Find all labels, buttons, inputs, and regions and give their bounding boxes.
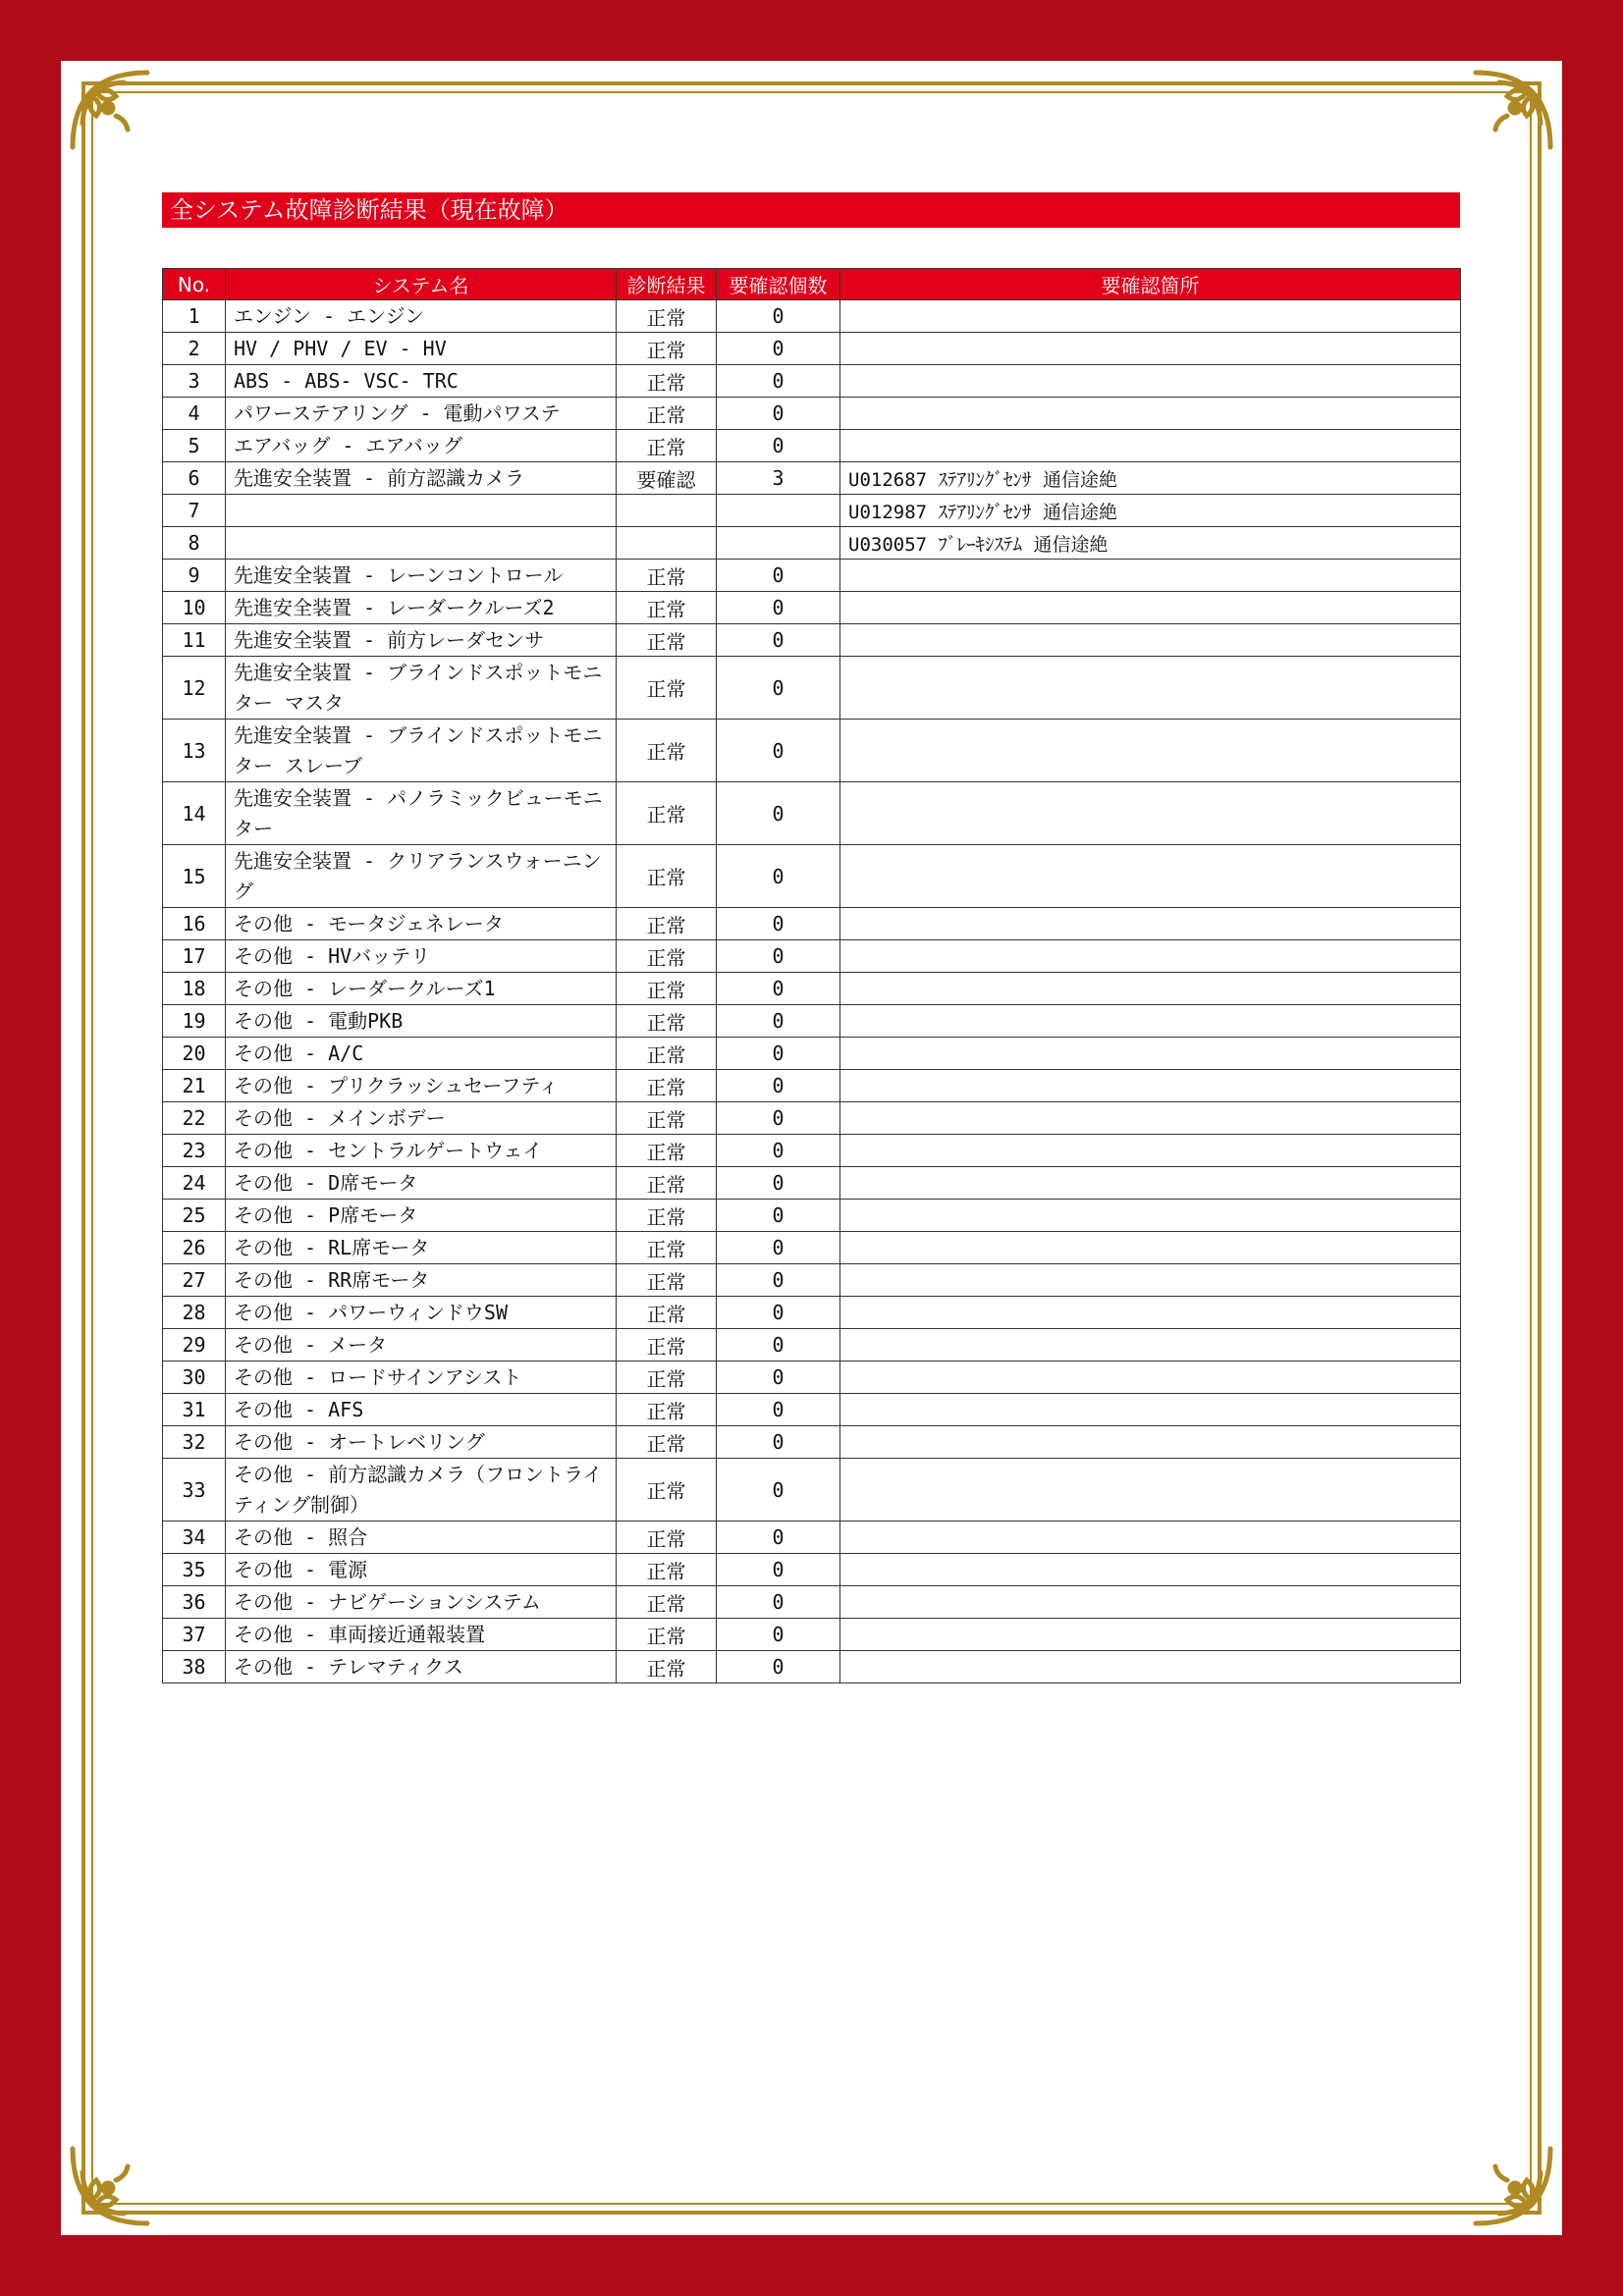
row-system-name: その他 - 車両接近通報装置 — [226, 1619, 617, 1651]
row-system-name: 先進安全装置 - ブラインドスポットモニター スレーブ — [226, 720, 617, 782]
row-no: 10 — [163, 592, 226, 624]
row-count: 0 — [717, 300, 840, 333]
row-system-name: 先進安全装置 - クリアランスウォーニング — [226, 845, 617, 908]
table-row — [163, 1264, 1461, 1297]
table-row — [163, 782, 1461, 845]
row-system-name: その他 - プリクラッシュセーフティ — [226, 1070, 617, 1102]
row-no: 37 — [163, 1619, 226, 1651]
row-system-name: その他 - D席モータ — [226, 1167, 617, 1200]
row-result: 正常 — [617, 1264, 717, 1297]
row-count: 0 — [717, 1459, 840, 1522]
row-detail — [840, 398, 1461, 430]
row-detail — [840, 333, 1461, 365]
header-count: 要確認個数 — [717, 269, 840, 300]
row-no: 7 — [163, 495, 226, 527]
table-row — [163, 720, 1461, 782]
row-detail — [840, 973, 1461, 1005]
table-row — [163, 430, 1461, 462]
table-row — [163, 333, 1461, 365]
header-system-name: システム名 — [226, 269, 617, 300]
row-no: 15 — [163, 845, 226, 908]
row-no: 28 — [163, 1297, 226, 1329]
row-count: 0 — [717, 1619, 840, 1651]
row-system-name: その他 - HVバッテリ — [226, 940, 617, 973]
row-system-name: ABS - ABS- VSC- TRC — [226, 365, 617, 398]
row-detail — [840, 1005, 1461, 1038]
row-count: 0 — [717, 430, 840, 462]
row-no: 33 — [163, 1459, 226, 1522]
row-detail — [840, 657, 1461, 720]
row-system-name: その他 - オートレベリング — [226, 1426, 617, 1459]
table-row — [163, 365, 1461, 398]
row-detail — [840, 1038, 1461, 1070]
row-system-name: HV / PHV / EV - HV — [226, 333, 617, 365]
row-result: 正常 — [617, 1070, 717, 1102]
table-row — [163, 592, 1461, 624]
row-detail — [840, 1297, 1461, 1329]
row-count: 0 — [717, 1362, 840, 1394]
table-row — [163, 1426, 1461, 1459]
header-result: 診断結果 — [617, 269, 717, 300]
table-row — [163, 1329, 1461, 1362]
row-system-name: その他 - ロードサインアシスト — [226, 1362, 617, 1394]
row-result — [617, 495, 717, 527]
row-detail: U012987 ｽﾃｱﾘﾝｸﾞｾﾝｻ 通信途絶 — [840, 495, 1461, 527]
row-detail — [840, 1232, 1461, 1264]
row-no: 8 — [163, 527, 226, 560]
row-detail — [840, 1102, 1461, 1135]
row-result: 正常 — [617, 1135, 717, 1167]
table-row — [163, 1362, 1461, 1394]
row-system-name: その他 - ナビゲーションシステム — [226, 1586, 617, 1619]
row-detail — [840, 782, 1461, 845]
row-no: 32 — [163, 1426, 226, 1459]
row-system-name: その他 - レーダークルーズ1 — [226, 973, 617, 1005]
row-system-name: その他 - RL席モータ — [226, 1232, 617, 1264]
row-count: 0 — [717, 1135, 840, 1167]
row-result: 正常 — [617, 782, 717, 845]
table-row — [163, 398, 1461, 430]
corner-ornament-icon — [65, 65, 155, 155]
row-count: 0 — [717, 657, 840, 720]
row-result: 正常 — [617, 973, 717, 1005]
row-count: 0 — [717, 1070, 840, 1102]
table-row — [163, 1394, 1461, 1426]
row-no: 30 — [163, 1362, 226, 1394]
row-no: 25 — [163, 1200, 226, 1232]
row-count: 0 — [717, 1329, 840, 1362]
row-count: 0 — [717, 1167, 840, 1200]
row-count — [717, 527, 840, 560]
row-result: 正常 — [617, 1459, 717, 1522]
row-result: 正常 — [617, 1102, 717, 1135]
row-result: 正常 — [617, 1586, 717, 1619]
row-count: 0 — [717, 908, 840, 940]
row-no: 9 — [163, 560, 226, 592]
row-no: 18 — [163, 973, 226, 1005]
row-result: 正常 — [617, 333, 717, 365]
row-result: 正常 — [617, 1651, 717, 1683]
row-system-name: 先進安全装置 - ブラインドスポットモニター マスタ — [226, 657, 617, 720]
row-system-name: パワーステアリング - 電動パワステ — [226, 398, 617, 430]
row-system-name: その他 - 電動PKB — [226, 1005, 617, 1038]
row-count: 3 — [717, 462, 840, 495]
row-detail — [840, 1167, 1461, 1200]
report-page — [61, 61, 1562, 2235]
table-row — [163, 462, 1461, 495]
row-detail — [840, 1522, 1461, 1554]
row-count: 0 — [717, 1232, 840, 1264]
row-detail — [840, 300, 1461, 333]
row-result: 正常 — [617, 1167, 717, 1200]
table-row — [163, 1167, 1461, 1200]
row-no: 6 — [163, 462, 226, 495]
row-detail — [840, 1070, 1461, 1102]
row-system-name: 先進安全装置 - 前方認識カメラ — [226, 462, 617, 495]
row-no: 31 — [163, 1394, 226, 1426]
table-row — [163, 1200, 1461, 1232]
table-row — [163, 560, 1461, 592]
row-no: 2 — [163, 333, 226, 365]
row-result: 正常 — [617, 398, 717, 430]
corner-ornament-icon — [65, 2141, 155, 2231]
row-system-name: その他 - 電源 — [226, 1554, 617, 1586]
row-system-name: 先進安全装置 - 前方レーダセンサ — [226, 624, 617, 657]
row-count: 0 — [717, 973, 840, 1005]
row-result: 正常 — [617, 365, 717, 398]
row-detail — [840, 908, 1461, 940]
row-count: 0 — [717, 333, 840, 365]
row-result: 正常 — [617, 1522, 717, 1554]
row-count: 0 — [717, 1522, 840, 1554]
row-count: 0 — [717, 624, 840, 657]
row-no: 11 — [163, 624, 226, 657]
row-result: 正常 — [617, 430, 717, 462]
row-count: 0 — [717, 1426, 840, 1459]
row-result: 正常 — [617, 1200, 717, 1232]
row-detail — [840, 1459, 1461, 1522]
row-no: 20 — [163, 1038, 226, 1070]
row-system-name: その他 - P席モータ — [226, 1200, 617, 1232]
table-row — [163, 1070, 1461, 1102]
row-detail — [840, 1426, 1461, 1459]
row-no: 13 — [163, 720, 226, 782]
row-detail — [840, 1619, 1461, 1651]
row-system-name — [226, 527, 617, 560]
row-count: 0 — [717, 398, 840, 430]
row-system-name: その他 - メインボデー — [226, 1102, 617, 1135]
row-count: 0 — [717, 560, 840, 592]
row-no: 14 — [163, 782, 226, 845]
row-detail — [840, 845, 1461, 908]
row-result: 正常 — [617, 1005, 717, 1038]
table-row — [163, 845, 1461, 908]
row-result: 正常 — [617, 720, 717, 782]
row-detail — [840, 1586, 1461, 1619]
section-title: 全システム故障診断結果（現在故障） — [162, 192, 1460, 228]
row-count: 0 — [717, 1200, 840, 1232]
row-count: 0 — [717, 782, 840, 845]
row-no: 19 — [163, 1005, 226, 1038]
row-result: 正常 — [617, 1329, 717, 1362]
row-no: 17 — [163, 940, 226, 973]
row-detail — [840, 365, 1461, 398]
row-system-name: エアバッグ - エアバッグ — [226, 430, 617, 462]
row-result: 正常 — [617, 845, 717, 908]
row-result: 正常 — [617, 1554, 717, 1586]
row-count: 0 — [717, 1297, 840, 1329]
row-result: 正常 — [617, 908, 717, 940]
table-row — [163, 1297, 1461, 1329]
row-result: 正常 — [617, 657, 717, 720]
table-row — [163, 940, 1461, 973]
row-detail — [840, 430, 1461, 462]
row-no: 34 — [163, 1522, 226, 1554]
table-row — [163, 1554, 1461, 1586]
row-no: 5 — [163, 430, 226, 462]
row-system-name: その他 - モータジェネレータ — [226, 908, 617, 940]
table-row — [163, 1586, 1461, 1619]
row-detail — [840, 560, 1461, 592]
row-result: 正常 — [617, 940, 717, 973]
row-no: 22 — [163, 1102, 226, 1135]
row-no: 29 — [163, 1329, 226, 1362]
row-count: 0 — [717, 592, 840, 624]
table-row — [163, 1459, 1461, 1522]
row-count: 0 — [717, 1651, 840, 1683]
row-no: 38 — [163, 1651, 226, 1683]
row-no: 23 — [163, 1135, 226, 1167]
row-detail: U012687 ｽﾃｱﾘﾝｸﾞｾﾝｻ 通信途絶 — [840, 462, 1461, 495]
row-no: 36 — [163, 1586, 226, 1619]
row-result: 正常 — [617, 1232, 717, 1264]
row-no: 3 — [163, 365, 226, 398]
header-detail: 要確認箇所 — [840, 269, 1461, 300]
row-result: 正常 — [617, 1394, 717, 1426]
row-count: 0 — [717, 1264, 840, 1297]
row-count: 0 — [717, 1102, 840, 1135]
row-detail — [840, 1651, 1461, 1683]
row-result: 正常 — [617, 1297, 717, 1329]
row-count — [717, 495, 840, 527]
row-system-name: 先進安全装置 - レーダークルーズ2 — [226, 592, 617, 624]
row-count: 0 — [717, 1586, 840, 1619]
row-result: 要確認 — [617, 462, 717, 495]
corner-ornament-icon — [1468, 2141, 1558, 2231]
row-system-name: その他 - AFS — [226, 1394, 617, 1426]
row-detail — [840, 1329, 1461, 1362]
table-row — [163, 1135, 1461, 1167]
row-detail — [840, 1264, 1461, 1297]
corner-ornament-icon — [1468, 65, 1558, 155]
row-count: 0 — [717, 845, 840, 908]
row-result: 正常 — [617, 300, 717, 333]
row-system-name: その他 - メータ — [226, 1329, 617, 1362]
row-detail — [840, 720, 1461, 782]
table-row — [163, 973, 1461, 1005]
row-system-name: その他 - セントラルゲートウェイ — [226, 1135, 617, 1167]
row-result: 正常 — [617, 560, 717, 592]
row-detail: U030057 ﾌﾞﾚｰｷｼｽﾃﾑ 通信途絶 — [840, 527, 1461, 560]
row-detail — [840, 1200, 1461, 1232]
row-system-name: 先進安全装置 - パノラミックビューモニター — [226, 782, 617, 845]
table-row — [163, 1232, 1461, 1264]
row-detail — [840, 1135, 1461, 1167]
row-result: 正常 — [617, 624, 717, 657]
row-result: 正常 — [617, 1038, 717, 1070]
table-row — [163, 300, 1461, 333]
table-row — [163, 1102, 1461, 1135]
table-row — [163, 527, 1461, 560]
table-row — [163, 1038, 1461, 1070]
row-detail — [840, 1362, 1461, 1394]
table-row — [163, 624, 1461, 657]
row-system-name: その他 - A/C — [226, 1038, 617, 1070]
row-count: 0 — [717, 365, 840, 398]
header-no: No. — [163, 269, 226, 300]
table-header-row — [163, 269, 1461, 300]
table-row — [163, 1522, 1461, 1554]
row-count: 0 — [717, 940, 840, 973]
row-result: 正常 — [617, 1362, 717, 1394]
row-system-name: その他 - 前方認識カメラ（フロントライティング制御） — [226, 1459, 617, 1522]
row-system-name — [226, 495, 617, 527]
row-system-name: その他 - RR席モータ — [226, 1264, 617, 1297]
diagnosis-table — [162, 268, 1461, 1683]
row-no: 1 — [163, 300, 226, 333]
row-no: 4 — [163, 398, 226, 430]
row-count: 0 — [717, 720, 840, 782]
row-no: 27 — [163, 1264, 226, 1297]
row-result: 正常 — [617, 592, 717, 624]
row-system-name: その他 - パワーウィンドウSW — [226, 1297, 617, 1329]
row-result: 正常 — [617, 1619, 717, 1651]
row-result: 正常 — [617, 1426, 717, 1459]
row-detail — [840, 624, 1461, 657]
row-detail — [840, 592, 1461, 624]
row-no: 16 — [163, 908, 226, 940]
table-row — [163, 1005, 1461, 1038]
row-result — [617, 527, 717, 560]
row-system-name: エンジン - エンジン — [226, 300, 617, 333]
row-count: 0 — [717, 1038, 840, 1070]
row-detail — [840, 940, 1461, 973]
row-system-name: その他 - テレマティクス — [226, 1651, 617, 1683]
row-count: 0 — [717, 1394, 840, 1426]
row-no: 26 — [163, 1232, 226, 1264]
row-system-name: その他 - 照合 — [226, 1522, 617, 1554]
row-no: 24 — [163, 1167, 226, 1200]
row-count: 0 — [717, 1554, 840, 1586]
row-detail — [840, 1394, 1461, 1426]
row-no: 12 — [163, 657, 226, 720]
row-system-name: 先進安全装置 - レーンコントロール — [226, 560, 617, 592]
table-row — [163, 495, 1461, 527]
table-row — [163, 657, 1461, 720]
table-row — [163, 1619, 1461, 1651]
row-no: 35 — [163, 1554, 226, 1586]
row-detail — [840, 1554, 1461, 1586]
row-no: 21 — [163, 1070, 226, 1102]
table-row — [163, 908, 1461, 940]
row-count: 0 — [717, 1005, 840, 1038]
table-row — [163, 1651, 1461, 1683]
